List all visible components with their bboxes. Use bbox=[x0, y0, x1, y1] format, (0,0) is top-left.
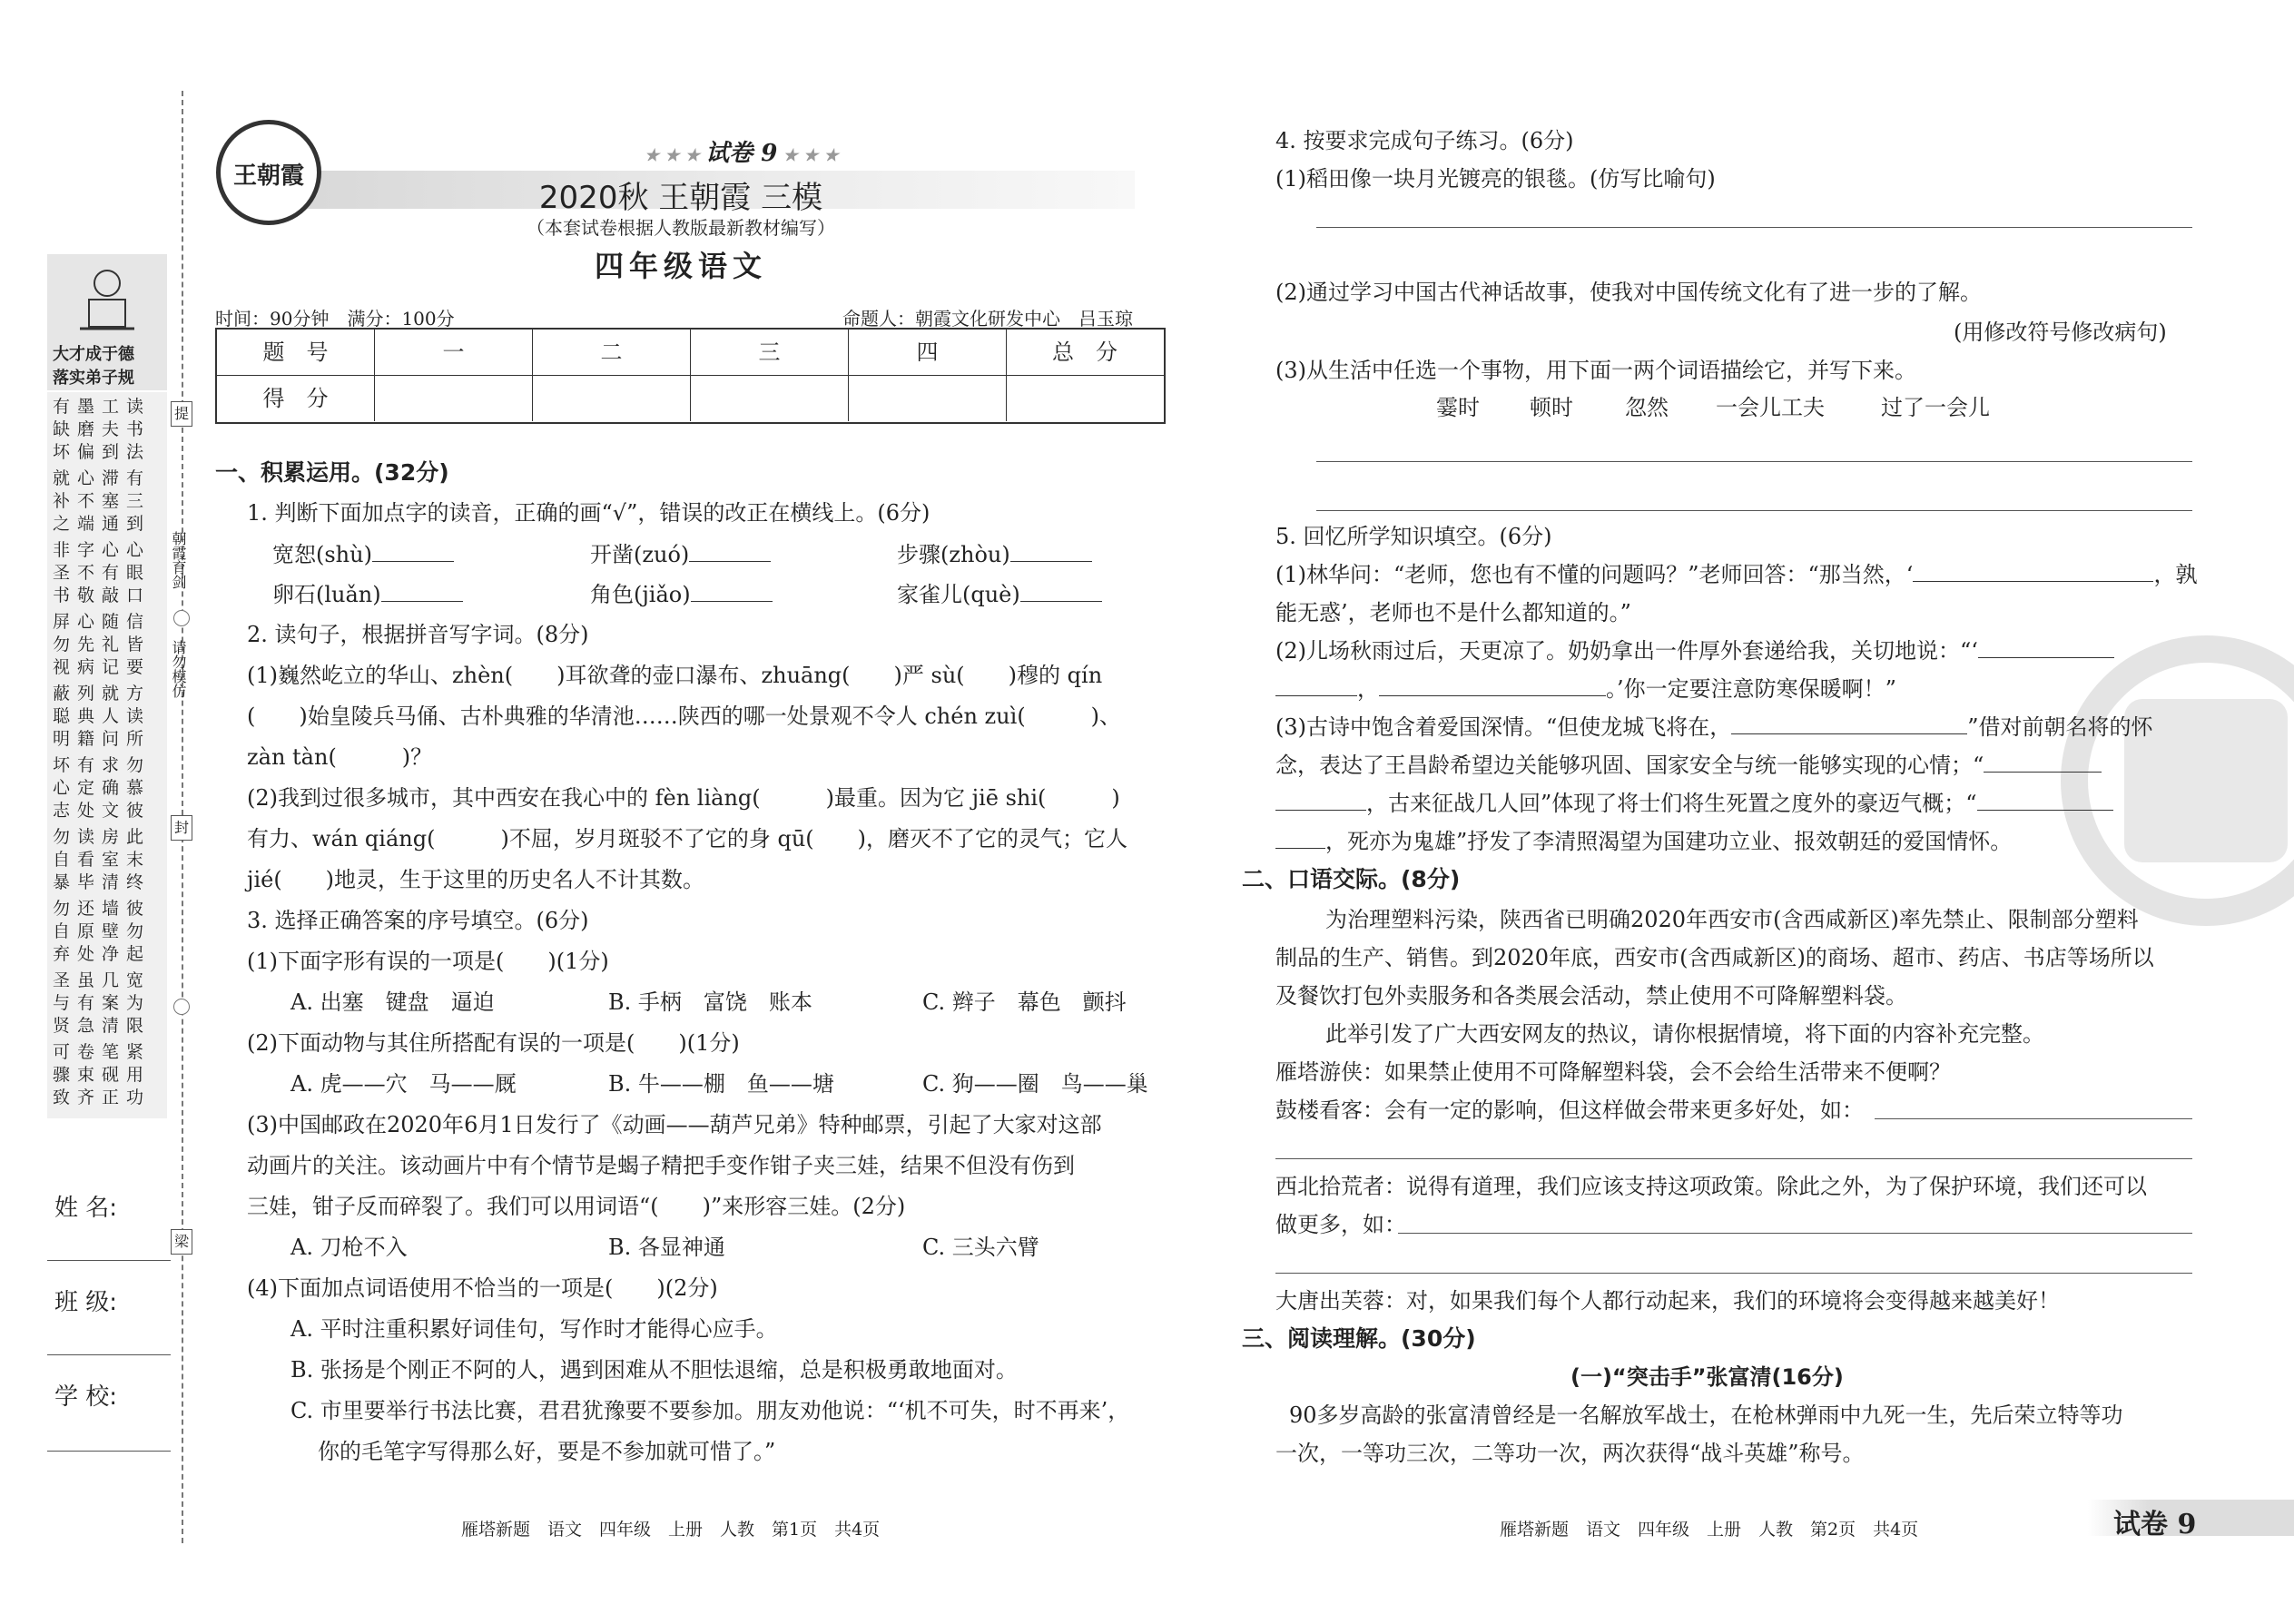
q1-item-3 bbox=[897, 541, 1092, 568]
q5-3-text: (3)古诗中饱含着爱国深情。“但使龙城飞将在， bbox=[1275, 714, 1732, 740]
reading-1-title: (一)“突击手”张富清(16分) bbox=[1570, 1364, 1844, 1390]
student-name-field[interactable] bbox=[47, 1260, 171, 1261]
sidebar-motto-1: 大才成于德 bbox=[53, 345, 134, 364]
left-footer: 雁塔新题 语文 四年级 上册 人教 第1页 共4页 bbox=[461, 1520, 881, 1540]
q4-2-instruction: (用修改符号修改病句) bbox=[1954, 320, 2167, 345]
q4-prompt: 4. 按要求完成句子练习。(6分) bbox=[1275, 128, 1574, 153]
paper-tag-text: 试卷 9 bbox=[705, 140, 778, 167]
student-class-field[interactable] bbox=[47, 1354, 171, 1355]
passage-1-line-a: 为治理塑料污染，陕西省已明确2020年西安市(含西咸新区)率先禁止、限制部分塑料 bbox=[1325, 907, 2139, 932]
dialogue-2-answer-line-1[interactable] bbox=[1875, 1118, 2192, 1119]
reading-1-line-a: 90多岁高龄的张富清曾经是一名解放军战士，在枪林弹雨中九死一生，先后荣立特等功 bbox=[1289, 1403, 2123, 1428]
q4-3-prompt: (3)从生活中任选一个事物，用下面一两个词语描绘它，并写下来。 bbox=[1275, 358, 1916, 383]
sidebar-verse-block: 屏心随信 勿先礼皆 视病记要 bbox=[53, 612, 152, 677]
q5-2-text: (2)儿场秋雨过后，天更凉了。奶奶拿出一件厚外套递给我，关切地说：“‘ bbox=[1275, 638, 1978, 664]
q4-2-prompt: (2)通过学习中国古代神话故事，使我对中国传统文化有了进一步的了解。 bbox=[1275, 280, 1982, 305]
q5-3-text-c: ，古来征战几人回”体现了将士们将生死置之度外的豪迈气概；“ bbox=[1366, 791, 1977, 816]
q2-1-line-a: (1)巍然屹立的华山、zhèn( )耳欲聋的壶口瀑布、zhuāng( )严 sù( )穆的 qín bbox=[247, 663, 1103, 688]
q4-1-prompt: (1)稻田像一块月光镀亮的银毯。(仿写比喻句) bbox=[1275, 166, 1716, 192]
margin-mark-3: 梁 bbox=[171, 1229, 192, 1255]
star-decor-left: ★ ★ ★ bbox=[645, 146, 706, 165]
q3-2-prompt: (2)下面动物与其住所搭配有误的一项是( )(1分) bbox=[247, 1030, 740, 1056]
dialogue-1: 雁塔游侠：如果禁止使用不可降解塑料袋，会不会给生活带来不便啊？ bbox=[1275, 1059, 1951, 1085]
corner-tag-text: 试卷 9 bbox=[2113, 1509, 2197, 1540]
q4-3-answer-line-2[interactable] bbox=[1316, 510, 2192, 511]
paper-tag bbox=[645, 134, 839, 168]
q5-2-mid: ， bbox=[1357, 676, 1379, 702]
side-vertical-text-2: 请勿模仿 bbox=[170, 640, 187, 698]
score-header-3: 三 bbox=[691, 330, 849, 375]
student-name-label: 姓 名: bbox=[54, 1195, 118, 1222]
q3-1-option-a[interactable]: A. 出塞 键盘 逼迫 bbox=[290, 989, 495, 1015]
dialogue-3-answer-line-1[interactable] bbox=[1398, 1233, 2192, 1234]
passage-1-line-b: 制品的生产、销售。到2020年底，西安市(含西咸新区)的商场、超市、药店、书店等场所以 bbox=[1275, 945, 2154, 970]
q1-item-1 bbox=[272, 541, 454, 568]
q3-prompt: 3. 选择正确答案的序号填空。(6分) bbox=[247, 908, 589, 933]
dialogue-3-line-a: 西北拾荒者：说得有道理，我们应该支持这项政策。除此之外，为了保护环境，我们还可以 bbox=[1275, 1174, 2147, 1199]
student-school-label: 学 校: bbox=[54, 1383, 118, 1411]
q3-3-line-c: 三娃，钳子反而碎裂了。我们可以用词语“( )”来形容三娃。(2分) bbox=[247, 1194, 906, 1219]
q1-item-2 bbox=[590, 541, 771, 568]
student-class-label: 班 级: bbox=[54, 1289, 118, 1316]
section-2-heading: 二、口语交际。(8分) bbox=[1242, 866, 1461, 892]
q5-3-line-b bbox=[1275, 752, 2102, 779]
score-header-1: 一 bbox=[375, 330, 533, 375]
q2-prompt: 2. 读句子，根据拼音写字词。(8分) bbox=[247, 622, 589, 647]
q4-3-word-1: 霎时 bbox=[1436, 395, 1480, 420]
q5-3-blank-1[interactable] bbox=[1731, 715, 1967, 734]
q1-item-2-text: 开凿(zuó) bbox=[590, 542, 690, 567]
q5-2-line-a bbox=[1275, 637, 2114, 664]
q2-2-line-a: (2)我到过很多城市，其中西安在我心中的 fèn liàng( )最重。因为它 jiē shi( ) bbox=[247, 785, 1120, 811]
q2-2-line-c: jié( )地灵，生于这里的历史名人不计其数。 bbox=[247, 867, 705, 892]
score-row-label: 得 分 bbox=[217, 376, 375, 421]
sidebar-verse-block: 非字心心 圣不有眼 书敬敲口 bbox=[53, 540, 152, 605]
q1-item-1-text: 宽恕(shù) bbox=[272, 542, 372, 567]
score-cell-2[interactable] bbox=[533, 376, 691, 421]
q4-3-word-4: 一会儿工夫 bbox=[1716, 395, 1825, 420]
q3-1-prompt: (1)下面字形有误的一项是( )(1分) bbox=[247, 949, 609, 974]
q1-item-5-text: 角色(jiǎo) bbox=[590, 582, 691, 607]
passage-2: 此举引发了广大西安网友的热议，请你根据情境，将下面的内容补充完整。 bbox=[1325, 1021, 2044, 1047]
q4-3-word-2: 顿时 bbox=[1530, 395, 1573, 420]
q5-3-blank-2[interactable] bbox=[1984, 753, 2102, 773]
q1-answer-6[interactable] bbox=[1020, 583, 1102, 602]
q1-item-4-text: 卵石(luǎn) bbox=[272, 582, 381, 607]
q3-1-option-c[interactable]: C. 辫子 幕色 颤抖 bbox=[922, 989, 1127, 1015]
q3-4-option-c-line-b: 你的毛笔字写得那么好，要是不参加就可惜了。” bbox=[318, 1439, 776, 1464]
sidebar-verses bbox=[47, 392, 167, 1118]
q3-4-prompt: (4)下面加点词语使用不恰当的一项是( )(2分) bbox=[247, 1275, 718, 1301]
q1-prompt: 1. 判断下面加点字的读音，正确的画“√”，错误的改正在横线上。(6分) bbox=[247, 500, 930, 526]
q5-3-line-c bbox=[1275, 790, 2113, 817]
grade-subject: 四年级语文 bbox=[594, 249, 767, 283]
sidebar-verse-block: 坏有求勿 心定确慕 志处文彼 bbox=[53, 755, 152, 821]
sidebar-verse-block: 勿还墙彼 自原壁勿 弃处净起 bbox=[53, 899, 152, 964]
q5-3-line-d bbox=[1275, 828, 2012, 855]
punch-hole-2 bbox=[173, 999, 190, 1015]
q2-1-line-b: ( )始皇陵兵马俑、古朴典雅的华清池……陕西的哪一处景观不令人 chén zuì( )、 bbox=[247, 704, 1122, 729]
q5-1-line-a bbox=[1275, 561, 2197, 588]
passage-1-line-c: 及餐饮打包外卖服务和各类展会活动，禁止使用不可降解塑料袋。 bbox=[1275, 983, 1907, 1009]
score-header-5: 总 分 bbox=[1052, 340, 1117, 365]
punch-hole-1 bbox=[173, 610, 190, 626]
q1-answer-4[interactable] bbox=[381, 583, 463, 602]
q5-2-end: 。’你一定要注意防寒保暖啊！” bbox=[1606, 676, 1896, 702]
q5-3-text-end: ”借对前朝名将的怀 bbox=[1967, 714, 2153, 740]
section-1-heading: 一、积累运用。(32分) bbox=[215, 459, 449, 486]
dialogue-3-line-b: 做更多，如： bbox=[1275, 1212, 1406, 1237]
score-table bbox=[215, 328, 1166, 424]
q5-1-text: (1)林华问：“老师，您也有不懂的问题吗？”老师回答：“那当然，‘ bbox=[1275, 562, 1914, 587]
right-footer: 雁塔新题 语文 四年级 上册 人教 第2页 共4页 bbox=[1500, 1520, 1919, 1540]
q3-3-line-b: 动画片的关注。该动画片中有个情节是蝎子精把手变作钳子夹三娃，结果不但没有伤到 bbox=[247, 1153, 1075, 1178]
q2-1-line-c: zàn tàn( )？ bbox=[247, 744, 433, 770]
sidebar-motto-2: 落实弟子规 bbox=[53, 369, 134, 388]
q5-3-text-b: 念，表达了王昌龄希望边关能够巩固、国家安全与统一能够实现的心情；“ bbox=[1275, 753, 1984, 778]
q5-2-blank-3[interactable] bbox=[1379, 677, 1606, 696]
sidebar-verse-block: 就心滞有 补不塞三 之端通到 bbox=[53, 468, 152, 534]
q3-4-option-a[interactable]: A. 平时注重积累好词佳句，写作时才能得心应手。 bbox=[290, 1316, 778, 1342]
section-3-heading: 三、阅读理解。(30分) bbox=[1242, 1325, 1476, 1352]
q4-3-answer-line-1[interactable] bbox=[1316, 461, 2192, 462]
q5-2-blank-1[interactable] bbox=[1978, 639, 2114, 658]
q3-3-option-b[interactable]: B. 各显神通 bbox=[608, 1235, 725, 1260]
q1-item-6 bbox=[897, 581, 1102, 608]
score-header-row bbox=[217, 330, 1164, 376]
q5-2-blank-2[interactable] bbox=[1275, 677, 1357, 696]
score-header-0: 题 号 bbox=[217, 330, 375, 375]
q3-3-option-a[interactable]: A. 刀枪不入 bbox=[290, 1235, 408, 1260]
sidebar-verse-block: 蔽列就方 聪典人读 明籍问所 bbox=[53, 684, 152, 749]
reading-1-line-b: 一次，一等功三次，二等功一次，两次获得“战斗英雄”称号。 bbox=[1275, 1441, 1865, 1466]
exam-subtitle: （本套试卷根据人教版最新教材编写） bbox=[527, 217, 835, 239]
score-cell-4[interactable] bbox=[849, 376, 1007, 421]
q5-1-blank[interactable] bbox=[1913, 563, 2153, 582]
q5-3-blank-5[interactable] bbox=[1275, 830, 1325, 849]
sidebar-verse-block: 圣虽几宽 与有案为 贤急清限 bbox=[53, 970, 152, 1036]
side-vertical-text-1: 朝霞育剑 bbox=[170, 531, 187, 589]
q1-item-3-text: 步骤(zhòu) bbox=[897, 542, 1010, 567]
q5-2-line-b bbox=[1275, 675, 1896, 703]
q1-item-6-text: 家雀儿(què) bbox=[897, 582, 1020, 607]
q1-answer-3[interactable] bbox=[1010, 543, 1092, 562]
score-cell-3[interactable] bbox=[691, 376, 849, 421]
q3-3-line-a: (3)中国邮政在2020年6月1日发行了《动画——葫芦兄弟》特种邮票，引起了大家对这部 bbox=[247, 1112, 1102, 1137]
q3-2-option-b[interactable]: B. 牛——棚 鱼——塘 bbox=[608, 1071, 834, 1097]
dialogue-3-answer-line-2[interactable] bbox=[1275, 1273, 2192, 1274]
q5-3-line-a bbox=[1275, 714, 2153, 741]
q3-1-option-b[interactable]: B. 手柄 富饶 账本 bbox=[608, 989, 812, 1015]
q5-3-blank-4[interactable] bbox=[1977, 792, 2113, 811]
sidebar-verse-block: 有墨工读 缺磨夫书 坏偏到法 bbox=[53, 397, 152, 462]
q4-3-word-5: 过了一会儿 bbox=[1881, 395, 1990, 420]
q4-3-word-3: 忽然 bbox=[1625, 395, 1669, 420]
q3-4-option-b[interactable]: B. 张扬是个刚正不阿的人，遇到困难从不胆怯退缩，总是积极勇敢地面对。 bbox=[290, 1357, 1018, 1383]
brand-logo-text: 王朝霞 bbox=[232, 162, 304, 190]
q3-2-option-c[interactable]: C. 狗——圈 鸟——巢 bbox=[922, 1071, 1148, 1097]
q3-2-option-a[interactable]: A. 虎——穴 马——厩 bbox=[290, 1071, 517, 1097]
margin-mark-2: 封 bbox=[171, 815, 192, 841]
q3-3-option-c[interactable]: C. 三头六臂 bbox=[922, 1235, 1039, 1260]
q1-item-4 bbox=[272, 581, 463, 608]
sidebar-verse-block: 可卷笔紧 骤束砚用 致齐正功 bbox=[53, 1042, 152, 1107]
q5-1-line-b: 能无惑’，老师也不是什么都知道的。” bbox=[1275, 600, 1631, 625]
exam-time: 时间：90分钟 满分：100分 bbox=[215, 308, 455, 330]
q3-4-option-c-line-a[interactable]: C. 市里要举行书法比赛，君君犹豫要不要参加。朋友劝他说：“‘机不可失，时不再来’， bbox=[290, 1398, 1130, 1423]
q1-answer-1[interactable] bbox=[372, 543, 454, 562]
margin-mark-1: 提 bbox=[171, 401, 192, 427]
sidebar-verse-block: 勿读房此 自看室末 暴毕清终 bbox=[53, 827, 152, 892]
q1-item-5 bbox=[590, 581, 773, 608]
dialogue-2: 鼓楼看客：会有一定的影响，但这样做会带来更多好处，如： bbox=[1275, 1097, 1864, 1123]
score-cell-1[interactable] bbox=[375, 376, 533, 421]
q4-1-answer-line[interactable] bbox=[1316, 227, 2192, 228]
student-school-field[interactable] bbox=[47, 1451, 171, 1452]
star-decor-right: ★ ★ ★ bbox=[777, 146, 839, 165]
score-header-4: 四 bbox=[849, 330, 1007, 375]
dialogue-2-answer-line-2[interactable] bbox=[1275, 1158, 2192, 1159]
q1-answer-2[interactable] bbox=[689, 543, 771, 562]
exam-author: 命题人：朝霞文化研发中心 吕玉琼 bbox=[842, 308, 1133, 330]
score-cell-total[interactable] bbox=[1007, 376, 1163, 421]
score-value-row bbox=[217, 376, 1164, 421]
q5-3-text-d: ，死亦为鬼雄”抒发了李清照渴望为国建功立业、报效朝廷的爱国情怀。 bbox=[1325, 829, 2013, 854]
q1-answer-5[interactable] bbox=[691, 583, 773, 602]
q5-1-text-end: ，孰 bbox=[2153, 562, 2198, 587]
q5-3-blank-3[interactable] bbox=[1275, 792, 1366, 811]
score-header-2: 二 bbox=[533, 330, 691, 375]
q2-2-line-b: 有力、wán qiáng( )不屈，岁月斑驳不了它的身 qū( )，磨灭不了它的灵气；它人 bbox=[247, 826, 1128, 851]
dialogue-4: 大唐出芙蓉：对，如果我们每个人都行动起来，我们的环境将会变得越来越美好！ bbox=[1275, 1288, 2060, 1314]
exam-title: 2020秋 王朝霞 三模 bbox=[538, 180, 823, 216]
q5-prompt: 5. 回忆所学知识填空。(6分) bbox=[1275, 524, 1552, 549]
